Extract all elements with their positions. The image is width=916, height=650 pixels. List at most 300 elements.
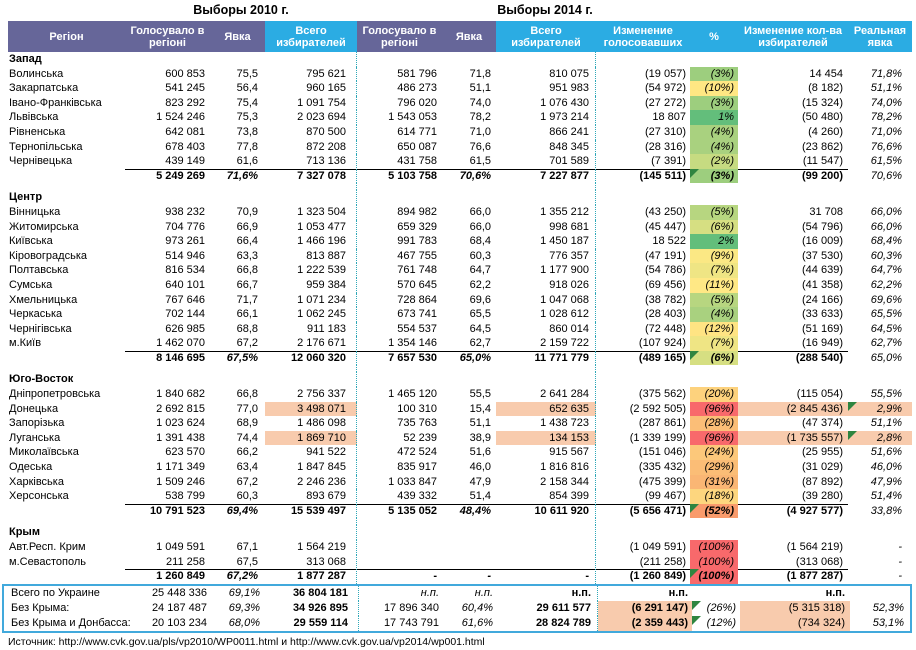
cell-t10: 66,1 [236,308,258,321]
column-header: Явка [442,21,496,52]
region-name: Авт.Респ. Крим [9,541,86,553]
cell-t10: 67,2% [226,570,258,583]
cell-t14: 15,4 [469,402,491,415]
cell-t10: 69,3% [228,601,260,614]
cell-a14: 701 589 [496,154,596,170]
cell-chg: (28 316) [645,140,686,153]
region-name: Тернопільська [9,140,83,153]
cell-empty [210,525,265,540]
cell-a14: 652 635 [496,402,596,417]
cell-t10: 66,8 [236,388,258,401]
cell-v14 [357,540,442,555]
cell-pct: (24%) [690,445,738,460]
region-name: Луганська [9,431,61,444]
region-name: м.Севастополь [9,555,87,568]
cell-v14: 5 135 052 [388,504,437,517]
cell-real: 55,5% [870,388,902,401]
cell-a10: 911 183 [265,322,357,337]
region-name: Київська [9,235,53,248]
table-row [8,322,912,337]
group-total-row [8,351,912,366]
cell-chv: (37 530) [802,249,843,262]
cell-t14: 65,5 [469,308,491,321]
table-row [8,460,912,475]
cell-real: - [898,541,902,553]
cell-real: 68,4% [870,235,902,248]
cell-pct: (7%) [690,263,738,278]
cell-chv: 14 454 [809,67,843,80]
region-name: Сумська [9,278,53,291]
table-row [8,110,912,125]
cell-t14: 70,6% [459,169,491,182]
region-name: Миколаївська [9,446,79,459]
cell-a14: 10 611 920 [496,504,596,519]
cell-chv: (51 169) [802,322,843,335]
cell-pct: (26%) [692,601,740,616]
cell-pct: (31%) [690,475,738,490]
cell-a10: 795 621 [265,67,357,82]
cell-v10: 678 403 [165,140,205,153]
cell-a14: 1 450 187 [496,234,596,249]
cell-chg: (107 924) [596,336,690,352]
table-row [8,387,912,402]
cell-a10: 15 539 497 [265,504,357,519]
source-note [8,636,916,648]
table-row [8,67,912,82]
cell-chg: (38 782) [645,293,686,306]
cell-chv: (11 547) [738,154,848,170]
region-name: Донецька [9,402,59,415]
cell-v14: 439 332 [357,489,442,505]
cell-a10: 713 136 [265,154,357,170]
cell-t14: 51,1 [469,82,491,95]
column-header: % [690,21,738,52]
cell-chg: (375 562) [638,388,686,401]
cell-chg: (54 972) [645,82,686,95]
cell-t10: 68,0% [228,616,260,629]
summary-row [10,616,914,631]
cell-empty [357,52,442,67]
cell-real: 64,7% [870,264,902,277]
cell-chg: (2 359 443) [598,616,692,631]
cell-real: 62,2% [870,278,902,291]
cell-empty [738,525,848,540]
cell-a14: 2 159 722 [496,336,596,352]
cell-v14: 570 645 [397,278,437,291]
cell-t14: 66,0 [469,220,491,233]
cell-v10: 514 946 [165,249,205,262]
cell-pct: (7%) [690,336,738,352]
cell-t14: 51,1 [469,417,491,430]
cell-t10: 75,4 [236,96,258,109]
cell-pct: (2%) [690,154,738,170]
cell-t14: 74,0 [469,96,491,109]
cell-v14: 52 239 [403,431,437,444]
region-name: Закарпатська [9,82,79,95]
group-spacer [8,518,912,525]
cell-pct: (4%) [690,140,738,155]
cell-a10: 34 926 895 [267,601,359,616]
cell-a14: - [496,569,596,584]
cell-chv: (23 862) [802,140,843,153]
cell-a14: 29 611 577 [498,601,598,616]
cell-chg: (475 399) [638,475,686,488]
group-label: Центр [9,191,43,204]
cell-v10: 1 171 349 [156,461,205,474]
cell-chv: (2 845 436) [738,402,848,417]
cell-v10: 211 258 [125,555,210,571]
table-row [8,445,912,460]
cell-empty [210,372,265,387]
cell-real: 2,8% [848,431,912,446]
cell-real [850,586,914,601]
region-name: Хмельницька [9,293,78,306]
cell-t14: 71,0 [469,125,491,138]
cell-chg: (27 272) [645,96,686,109]
cell-v14: 835 917 [397,461,437,474]
cell-a10: 1 869 710 [265,431,357,446]
cell-v10: 1 023 624 [156,417,205,430]
cell-a14 [496,540,596,555]
cell-a10: 2 023 694 [265,110,357,125]
cell-empty [738,52,848,67]
cell-t14: 69,6 [469,293,491,306]
cell-t10: 74,4 [236,431,258,444]
cell-empty [357,372,442,387]
cell-v10: 10 791 523 [149,504,205,517]
cell-chv: (15 324) [802,96,843,109]
table-row [8,249,912,264]
cell-empty [357,190,442,205]
cell-pct: (11%) [690,278,738,293]
cell-t10: 66,4 [236,235,258,248]
cell-t10: 77,0 [236,402,258,415]
cell-v10: 600 853 [165,67,205,80]
cell-chv: (313 068) [738,555,848,571]
cell-t14: 61,6% [461,616,493,629]
cell-v14: 796 020 [397,96,437,109]
cell-v10: 2 692 815 [156,402,205,415]
cell-empty [265,52,357,67]
cell-t10: 60,3 [210,489,265,505]
group-label-row [8,190,912,205]
cell-v14: 467 755 [397,249,437,262]
cell-t10: 67,1 [236,541,258,553]
cell-real: 60,3% [870,249,902,262]
cell-chv: (50 480) [802,111,843,124]
cell-empty [442,190,496,205]
group-label-row [8,525,912,540]
cell-a10: 12 060 320 [265,351,357,366]
summary-box [2,584,912,633]
cell-real: 33,8% [870,504,902,517]
cell-a14: н.п. [498,586,598,601]
cell-empty [848,525,912,540]
cell-a10: 2 756 337 [265,387,357,402]
cell-t10: 77,8 [236,140,258,153]
cell-empty [210,190,265,205]
table-row [8,293,912,308]
cell-a14: 1 028 612 [496,307,596,322]
cell-chg: (27 310) [645,125,686,138]
cell-t10: 66,8 [236,264,258,277]
cell-v10: 702 144 [165,308,205,321]
cell-chg: (145 511) [639,169,686,182]
source-link-2014[interactable]: http://www.cvk.gov.ua/vp2014/wp001.html [290,635,485,648]
cell-chg: (19 057) [645,67,686,80]
cell-v10: 25 448 336 [151,586,207,599]
table-row [8,402,912,417]
cell-v10: 1 462 070 [125,336,210,352]
cell-chg: (1 339 199) [629,431,686,444]
source-mid: и [278,635,291,648]
cell-chg: (43 250) [645,205,686,218]
cell-empty [690,525,738,540]
cell-a14: 915 567 [496,445,596,460]
table-title-2010: Выборы 2010 г. [193,3,289,17]
cell-v10: 1 524 246 [156,111,205,124]
cell-empty [265,372,357,387]
cell-a14: 854 399 [496,489,596,505]
cell-a14: 134 153 [496,431,596,446]
cell-pct: (4%) [690,125,738,140]
cell-a14: 2 641 284 [496,387,596,402]
column-header: Всего избирателей [265,21,357,52]
cell-a10: 1 486 098 [265,416,357,431]
cell-real: 76,6% [870,140,902,153]
cell-a14: 848 345 [496,140,596,155]
cell-v14: 761 748 [397,264,437,277]
cell-pct: (28%) [690,416,738,431]
cell-pct: (12%) [692,616,740,631]
cell-empty [596,190,690,205]
cell-v10: 938 232 [165,205,205,218]
region-name: Одеська [9,461,53,474]
cell-a10: 872 208 [265,140,357,155]
table-row [8,336,912,351]
table-row [8,96,912,111]
cell-empty [496,525,596,540]
region-name [8,351,125,366]
cell-t10: 70,9 [236,205,258,218]
region-name: Рівненська [9,125,66,138]
cell-t14: 38,9 [469,431,491,444]
cell-empty [738,372,848,387]
region-name: Без Крыма: [11,601,70,614]
cell-t10: 68,9 [236,417,258,430]
cell-a10: 1 062 245 [265,307,357,322]
summary-row [10,601,914,616]
region-name [8,504,125,519]
cell-a10: 7 327 078 [265,169,357,184]
group-label-row [8,372,912,387]
cell-v14: 650 087 [397,140,437,153]
cell-v14: 1 543 053 [388,111,437,124]
column-header: Явка [210,21,265,52]
cell-pct [692,586,740,601]
cell-v14: 554 537 [397,322,437,335]
region-name: Черкаська [9,308,63,321]
table-row [8,431,912,446]
cell-chg: (211 258) [596,555,690,571]
cell-t14: 64,5 [469,322,491,335]
table-row [8,263,912,278]
cell-t14: 62,7 [442,336,496,352]
cell-a14: 1 177 900 [496,263,596,278]
cell-chg: (1 260 849) [629,570,686,583]
table-row [8,125,912,140]
cell-empty [596,52,690,67]
table-row [8,307,912,322]
region-name [8,569,125,584]
table-row [8,81,912,96]
cell-real: 51,4% [870,490,902,503]
cell-t14 [442,540,496,555]
cell-t10: 73,8 [236,125,258,138]
table-row [8,540,912,555]
cell-a10: 3 498 071 [265,402,357,417]
cell-chg: (6 291 147) [598,601,692,616]
cell-v10: 816 534 [165,264,205,277]
cell-v10: 623 570 [165,446,205,459]
cell-v10: 767 646 [165,293,205,306]
cell-real: 51,1% [870,417,902,430]
cell-real: 51,6% [870,446,902,459]
cell-a10: 313 068 [265,555,357,571]
region-name: Чернівецька [9,155,73,168]
cell-pct: 2% [690,234,738,249]
cell-t14: 51,4 [442,489,496,505]
cell-chv: (4 260) [808,125,843,138]
cell-chv: (288 540) [795,351,843,364]
cell-v10: 20 103 234 [151,616,207,629]
cell-t14: 47,9 [469,475,491,488]
cell-pct: (5%) [690,293,738,308]
cell-a14: 2 158 344 [496,475,596,490]
cell-a10: 2 246 236 [265,475,357,490]
cell-t10: 56,4 [236,82,258,95]
region-name: Чернігівська [9,322,72,335]
cell-real: 47,9% [870,475,902,488]
cell-pct: (96%) [690,431,738,446]
group-total-row [8,569,912,584]
cell-chv: (16 009) [802,235,843,248]
cell-t10: 69,1% [228,586,260,599]
column-header: Изменение кол-ва избирателей [738,21,848,52]
cell-empty [596,525,690,540]
cell-v10: 1 509 246 [156,475,205,488]
cell-pct: (100%) [690,569,738,584]
region-name: Без Крыма и Донбасса: [11,616,131,629]
cell-chg: н.п. [668,586,688,599]
cell-real: 66,0% [870,220,902,233]
cell-empty [848,190,912,205]
cell-real: 71,0% [870,125,902,138]
cell-pct: (100%) [690,555,738,571]
cell-t14: 78,2 [469,111,491,124]
cell-chv: (44 639) [802,264,843,277]
cell-a10: 1 071 234 [265,293,357,308]
region-name: Херсонська [9,490,69,503]
cell-real: 53,1% [872,616,904,629]
group-label: Юго-Восток [9,373,74,386]
cell-a10: 893 679 [265,489,357,505]
cell-t14: 60,4% [461,601,493,614]
cell-t10: 67,2 [210,336,265,352]
table-row [8,475,912,490]
group-total-row [8,169,912,184]
cell-v14: 1 033 847 [388,475,437,488]
region-name: Волинська [9,67,64,80]
cell-v14: 17 743 791 [383,616,439,629]
cell-empty [848,52,912,67]
region-name: Житомирська [9,220,79,233]
cell-v10: 1 260 849 [156,570,205,583]
cell-pct: (6%) [690,351,738,366]
cell-v10: 439 149 [125,154,210,170]
cell-v10: 973 261 [165,235,205,248]
cell-v10: 640 101 [165,278,205,291]
cell-chg: (7 391) [596,154,690,170]
cell-a10: 1 222 539 [265,263,357,278]
cell-t14: 64,7 [469,264,491,277]
source-link-2010[interactable]: http://www.cvk.gov.ua/pls/vp2010/WP0011.html [58,635,279,648]
cell-t10: 68,8 [236,322,258,335]
cell-a14: 866 241 [496,125,596,140]
cell-v14: 1 354 146 [357,336,442,352]
cell-v10: 1 391 438 [156,431,205,444]
cell-empty [496,52,596,67]
cell-pct: (96%) [690,402,738,417]
cell-a14: 998 681 [496,220,596,235]
cell-real: 51,1% [870,82,902,95]
column-header: Голосувало в регіоні [125,21,210,52]
cell-a10: 1 564 219 [265,540,357,555]
cell-v14: 894 982 [397,205,437,218]
cell-real: 70,6% [870,169,902,182]
table-row [8,140,912,155]
cell-real: 65,5% [870,308,902,321]
cell-chv: (1 564 219) [786,541,843,553]
table-row [8,205,912,220]
cell-t10: 66,7 [236,278,258,291]
cell-a14: 7 227 877 [496,169,596,184]
cell-v14: н.п. [420,586,439,599]
group-spacer [8,365,912,372]
region-name: Харківська [9,475,64,488]
cell-v14: 735 763 [397,417,437,430]
group-total-row [8,504,912,519]
cell-a10: 1 877 287 [265,569,357,584]
cell-v10: 1 840 682 [156,388,205,401]
cell-empty [442,52,496,67]
cell-real: 65,0% [870,351,902,364]
cell-t14: - [487,570,491,583]
group-label: Запад [9,53,42,65]
cell-empty [265,190,357,205]
cell-chv: (25 955) [802,446,843,459]
region-name [8,169,125,184]
table-title-2014: Выборы 2014 г. [497,3,593,17]
cell-v14: 673 741 [397,308,437,321]
cell-chv: (8 182) [808,82,843,95]
column-header: Голосувало в регіоні [357,21,442,52]
cell-t14: 46,0 [469,461,491,474]
cell-empty [496,372,596,387]
cell-t14: 62,2 [469,278,491,291]
column-header: Регіон [8,21,125,52]
cell-empty [125,372,210,387]
